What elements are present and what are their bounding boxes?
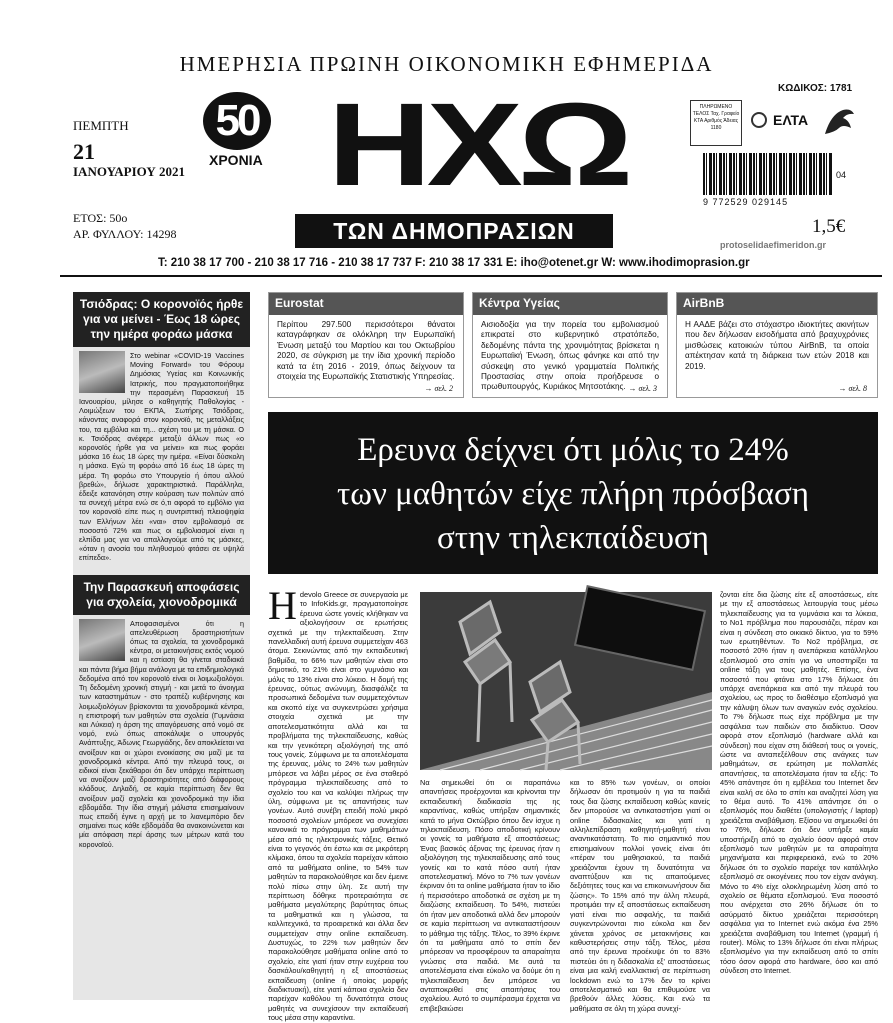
teaser-page: → σελ. 3: [628, 384, 657, 393]
date-block: [73, 118, 185, 180]
tsiodras-photo: [79, 351, 125, 393]
newspaper-title: ΗΧΩ: [327, 79, 629, 211]
teaser-label: AirBnB: [677, 293, 877, 315]
article-col1-text: devolo Greece σε συνεργασία με το InfoKids.gr, πραγματοποίησε έρευνα ώστε γονείς κλήθηκαν να αξιολογήσουν σε ερωτήσεις σχετικά με την τηλεκπαίδευση. Στην πανελλαδική αυτή έρευνα συμμετείχαν 463 άτομα. Σεκινώντας από την εκπαιδευτική βαθμίδα, το 66% των μαθητών είναι στο δημοτικό, το 21% είναι στο γυμνάσιο και μόλις το 13% είναι στο λύκειο. Η δομή της έρευνας, ούτως ανώνυμη, διασφάλιζε τα προσωπικά δεδομένα των συμμετεχόντων και σκοπό είχε να συγκεντρώσει χρήσιμα στοιχεία σχετικά με την αποτελεσματικότητα αλλά και τα προβλήματα της τηλεκπαίδευσης, καθώς και την γενικότερη αξιολόγησή της από τους γονείς. Σύμφωνα με τα αποτελέσματα της έρευνας, μόλις το 24% των μαθητών μπόρεσε να λάβει μέρος σε ένα σταθερό πρόγραμμα τηλεκπαίδευσης από το σχολείο του και να καλύψει πλήρως την ύλη, σύμφωνα με τις απαντήσεις των γονέων. Αυτό συνέβη επειδή πολύ μικρό ποσοστό σχολείων μπόρεσε να συνεχίσει κανονικά το πρόγραμμα των μαθημάτων μέσα από τις ηλεκτρονικές τάξεις. Θετικό είναι το γεγονός ότι έστω και σε μικρότερη κλίμακα, όπου τα σχολεία παρείχαν κάποιο από τα μαθήματα online, το 54% των μαθητών τα παρακολούθησε και δεν έμεινε πολύ πίσω στην ύλη. Σε αυτή την περίπτωση δόθηκε προτεραιότητα σε μαθήματα μεγαλύτερης βαρύτητας όπως τα μαθηματικά και η γλώσσα, τα καλλιτεχνικά, τα προαιρετικά και άλλα δεν συμμετείχαν στην online εκπαίδευση. Δυστυχώς, το 22% των μαθητών δεν παρακολούθησε μαθήματα online από το σχολείο, είτε γιατί ήταν στην ευχέρεια του δασκάλου/καθηγητή η εξ αποστάσεως εκπαίδευση (online ή οποίας μορφής διαδικτυακή), είτε γιατί κάποια σχολεία δεν παρείχαν καθόλου τη δυνατότητα στους μαθητές να συνεχίσουν την εκπαίδευσή τους μέσα στην καραντίνα.: [268, 590, 408, 1023]
barcode-issue: 04: [836, 170, 847, 180]
article-photo: [420, 592, 712, 770]
month-year: ΙΑΝΟΥΑΡΙΟΥ 2021: [73, 164, 186, 179]
elta-wordmark: ΕΛΤΑ: [773, 112, 809, 128]
elta-mark-icon: [751, 112, 767, 128]
teaser-body: Η ΑΑΔΕ βάζει στο στόχαστρο ιδιοκτήτες ακινήτων που δεν δήλωσαν εισοδήματα από βραχυχρόνιες μισθώσεις κατοικιών τύπου AirBnB, τα οποία απέκτησαν κατά τη διάρκεια των ετών 2018 και 2019.: [685, 320, 869, 371]
main-headline: [268, 412, 878, 574]
teaser-page: → σελ. 8: [838, 384, 867, 393]
sidebar-story2: [73, 615, 250, 853]
teaser-page: → σελ. 2: [424, 384, 453, 393]
dropcap: Η: [268, 583, 297, 628]
article-col4-text: ζονται είτε δια ζώσης είτε εξ αποστάσεως, είτε με την εξ αποστάσεως λειτουργία τους μέσω τηλεκπαίδευσης για τα γυμνάσια και τα λύκεια, το No1 πρόβλημα που παρουσιάζει, πέραν και είναι η σύνδεση στο οικιακό δίκτυο, για το 59% των ερωτηθέντων. Το No2 πρόβλημα, σε ποσοστό 20% ήταν η ανεπάρκεια κατάλληλου εξοπλισμού στο σπίτι για να υποστηρίξει τα online τάξη για τους μαθητές. Επίσης, ένα ποσοστό που φτάνει στο 17% δήλωσε ότι υπάρχε ανεπάρκεια και από την πλευρά του σχολείου, ως προς το διαθέσιμο εξοπλισμό για την κάλυψη όλων των αναγκών ενός σχολείου. Το 7% δήλωσε πως είχε πρόβλημα με την ασφάλεια των παιδιών στο διαδίκτυο. Όσον αφορά στον εξοπλισμό (hardware αλλά και σύνδεση) που είχαν στη διάθεσή τους οι γονείς, ώστε να ανταπεξέλθουν στις ανάγκες των μαθημάτων, σε ερώτηση με πολλαπλές απαντήσεις, τα αποτελέσματα ήταν τα εξής: Το 45% απάντησε ότι η εμβέλεια του Internet δεν είναι καλή σε όλο το σπίτι και αναζητεί λύση για το θέμα αυτό. Το 41% απάντησε ότι ο εξοπλισμός που διαθέτει (υπολογιστής / laptop) χρειάζεται αναβάθμιση. Εξίσου να σημειωθεί ότι το 76%, δήλωσε ότι δεν υπήρξε καμία υποστήριξη από το σχολείο όσον αφορά στον εξοπλισμό των μαθητών με τα απαραίτητα μηχανήματα και περιφερειακά, ενώ το 20% δήλωσε ότι το σχολείο παρείχε τον κατάλληλο εξοπλισμό σε οικογένειες που τον είχαν ανάγκη. Μόνο το 4% είχε ολοκληρωμένη λύση από το σχολείο σε θέματα εξοπλισμού. Ένα ποσοστό που ανέρχεται στο 26% δήλωσε ότι το ασύρματό δίκτυο χρειάζεται περισσότερη ασφάλεια για το Internet ενώ ακόμα ένα 25% χρειάζεται αναβάθμιση του Internet (γραμμή ή router). Μόλις το 13% δήλωσε ότι είναι πλήρως εξοπλισμένο για την εκπαίδευση από το σπίτι τόσο όσον αφορά στο hardware, όσο και από σύνδεση στο Internet.: [720, 590, 878, 976]
sidebar: [73, 292, 250, 1000]
headline-line-2: των μαθητών είχε πλήρη πρόσβαση: [337, 476, 809, 512]
headline-line-3: στην τηλεκπαίδευση: [436, 520, 710, 556]
code-label: ΚΩΔΙΚΟΣ: 1781: [778, 83, 853, 94]
article-column-4: [720, 590, 878, 1008]
sidebar-story1-body: Στο webinar «COVID-19 Vaccines Moving Forward» του Φόρουμ Δημόσιας Υγείας και Κοινωνικής Ιατρικής, που πραγματοποιήθηκε την περασμένη Παρασκευή 15 Ιανουαρίου, μίλησε ο καθηγητής Παθολογίας - Λοιμώξεων του ΕΚΠΑ, Σωτήρης Τσιόδρας, κάνοντας αναφορά στον κορονοϊό, τις μεταλλάξεις του, τα εμβόλια και τη... σχέση του με τη μάσκα. Ο κ. Τσιόδρας ανέφερε μεταξύ άλλων πως «ο κορονοϊός ήρθε για να μείνει» και πως φοράει μάσκα 16 έως 18 ώρες την ημέρα. «Είναι δύσκολη η μάσκα. Εγώ τη φοράω από 16 έως 18 ώρες τη μέρα. Τη φοράω στο Υπουργείο ή όπου αλλού βρεθώ», δήλωσε χαρακτηριστικά. Παράλληλα, έδειξε κατανόηση στην κούραση των πολιτών από τα συνεχή μέτρα ενώ σε ό,τι αφορά το εμβόλιο για τον κορονοϊό είπε πως η συντριπτική πλειοψηφία των Ελλήνων λέει «ναι» στον εμβολιασμό σε ποσοστό 72% και πως οι εμβολιασμοί είναι η ελπίδα μας για να απαλλαγούμε από τις μάσκες, «όταν η ανοσία του πληθυσμού φτάσει σε υψηλά επίπεδα».: [79, 351, 244, 563]
anniversary-badge: [203, 92, 283, 172]
year-label: ΕΤΟΣ: 50ο: [73, 211, 128, 225]
article-column-1: [268, 583, 408, 1023]
day-number: 21: [73, 139, 95, 164]
anniversary-label: ΧΡΟΝΙΑ: [209, 152, 263, 168]
header-rule: [60, 275, 882, 277]
day-name: ΠΕΜΠΤΗ: [73, 118, 129, 133]
elta-logo: [751, 104, 861, 142]
teaser-airbnb[interactable]: [676, 292, 878, 398]
barcode-number: 9 772529 029145: [703, 197, 789, 207]
teaser-label: Κέντρα Υγείας: [473, 293, 667, 315]
teaser-body: Περίπου 297.500 περισσότεροι θάνατοι καταγράφηκαν σε ολόκληρη την Ευρωπαϊκή Ένωση μεταξύ του Μαρτίου και του Οκτωβρίου 2020, σε σύγκριση με την ίδια χρονική περίοδο κατά τα έτη 2016 - 2019, όπως δείχνουν τα στοιχεία της Ευρωπαϊκής Στατιστικής Υπηρεσίας.: [277, 320, 455, 382]
hermes-icon: [821, 104, 857, 138]
issue-meta: [73, 210, 176, 242]
tagline: ΗΜΕΡΗΣΙΑ ΠΡΩΙΝΗ ΟΙΚΟΝΟΜΙΚΗ ΕΦΗΜΕΡΙΔΑ: [179, 52, 714, 76]
newspaper-subtitle: ΤΩΝ ΔΗΜΟΠΡΑΣΙΩΝ: [295, 214, 613, 248]
watermark: protoselidaefimeridon.gr: [720, 240, 827, 250]
barcode: [703, 153, 833, 195]
headline-line-1: Ερευνα δείχνει ότι μόλις το 24%: [357, 432, 789, 468]
article-col3-text: και το 85% των γονέων, οι οποίοι δήλωσαν ότι προτιμούν η για τα παιδιά τους δια ζώσης εκπαίδευση καθώς κανείς δεν μπορούσε να αντικαταστήσει γιατί οι online διδασκαλίες και γιατί η αλληλεπίδραση καθηγητή-μαθητή είναι αναντικατάστατη. Το πιο σημαντικό που επισημαίνουν πολλοί γονείς είναι ότι «πέραν του μαθησιακού, τα παιδιά χρειάζονται έχουν τη δυνατότητα να αναπτύξουν και τις απαιτούμενες δεξιότητες τους και να επικοινωνήσουν δια ζώσης». Το 15% από την άλλη πλευρά, προτιμάει την εξ αποστάσεως εκπαίδευση γιατί είναι πιο ασφαλής, τα παιδιά συγκεντρώνονται πιο εύκολα και δεν χάνεται χρόνος σε μετακινήσεις και καθυστερήσεις στην τάξη. Τέλος, μέσα από την έρευνα προέκυψε ότι το 83% πιστεύει ότι η διδασκαλία εξ' αποστάσεως είναι μια καλή εναλλακτική σε περίπτωση lockdown ενώ το 17% δεν το κρίνει αποτελεσματικό και θα επιθυμούσε να βρεθούν άλλες λύσεις. Και ενώ τα μαθήματα σε όλη τη χώρα συνεχί-: [570, 778, 710, 1013]
sidebar-story2-body: Αποφασισμένοι ότι η απελευθέρωση δραστηριοτήτων όπως τα σχολεία, τα χιονοδρομικά κέντρα, οι μετακινήσεις εκτός νομού και η εστίαση θα γίνεται σταδιακά και πάντα βήμα βήμα ανάλογα με τα επιδημιολογικά δεδομένα από τον κορονοϊό είναι οι λοιμωξιολόγοι. Τη δεδομένη χρονική στιγμή - και μετά το άνοιγμα των καταστημάτων - στο τραπέζι κυβέρνησης και λοιμωξιολόγων βρίσκονται τα χιονοδρομικά κέντρα, η επιστροφή των μαθητών στα σχολεία (Γυμνάσια και Λύκεια) η άρση της απαγόρευσης από νομό σε νομό, ενώ όπως αποκάλυψε ο υπουργός Ανάπτυξης, Άδωνις Γεωργιάδης, δεν αποκλείεται να ανοίξουν και οι χώροι ενοικίασης σκι μαζί με τα χιονοδρομικά κέντρα. Από την πλευρά τους, οι ειδικοί είναι ξεκάθαροι ότι δεν υπάρχει περίπτωση να ανοίξουν μαζί δραστηριότητες από διάφορους κλάδους. Δηλαδή, σε καμία περίπτωση δεν θα ανοίξουν μαζί σχολεία και χιονοδρομικά την ίδια εβδομάδα. Την ίδια στιγμή μάλιστα επισημαίνουν πως επειδή έγινε η αρχή με το λιανεμπόριο δεν σημαίνει πως κάθε εβδομάδα θα ανακοινώνεται και μία απόφαση περί άρσης των μέτρων κατά του κορονοϊού.: [79, 618, 244, 849]
teaser-eurostat[interactable]: [268, 292, 464, 398]
contact-line: T: 210 38 17 700 - 210 38 17 716 - 210 38 17 737 F: 210 38 17 331 E: iho@otenet.gr W: www.ihodimoprasion.gr: [158, 257, 750, 269]
classroom-chairs-image: [420, 592, 712, 770]
teaser-body: Αισιοδοξία για την πορεία του εμβολιασμού επικρατεί στο κυβερνητικό στρατόπεδο, δεδομένης πάντα της χρονιμότητας βρίσκεται η Ευρωπαϊκή Ένωση, όπως φάνηκε και από την σύσκεψη στο γενικό γραμματεία Πολιτικής Προστασίας στην οποία προήδρευσε ο πρωθυπουργός, Κυριάκος Μητσοτάκης.: [481, 320, 659, 392]
article-col2-text: Να σημειωθεί ότι οι παραπάνω απαντήσεις προέρχονται και κρίνονται την εκπαιδευτική διαδικασία της ης καραντίνας, καθώς υπήρξαν σημαντικές κατά το μήνα Οκτώβριο όπου δεν ίσχυε η τηλεκπαίδευση. Πόσο αποδοτική κρίνουν οι γονείς τα μαθήματα εξ αποστάσεως; Ένας βασικός άξονας της έρευνας ήταν η αξιολόγηση της τηλεκπαίδευσης από τους γονείς και το κατά πόσο αυτή ήταν αποτελεσματική. Μόνο το 7% των γονέων έκριναν ότι τα online μαθήματα ήταν το ίδιο ή περισσότερο αποδοτικά σε σχέση με τη διαζώσης εκπαίδευση. Το 54%, πιστεύει ότι ήταν μεν αποδοτικά αλλά δεν μπορούν σε καμία περίπτωση να αντικαταστήσουν το μάθημα της τάξης. Τέλος, το 39% έκρινε ότι τα μαθήματα από το σπίτι δεν μπόρεσαν να προσφέρουν τα απαραίτητα γνώσεις στα παιδιά. Με αυτά τα αποτελέσματα είναι εύκολο να δούμε ότι η τηλεκπαίδευση δεν μπόρεσε να ανταποκριθεί στις απαιτήσεις του σχολείου. Αυτό το συμπέρασμα έρχεται να επιβεβαιώσει: [420, 778, 560, 1013]
anniversary-number: 50: [203, 92, 271, 150]
article-column-2: [420, 778, 560, 1013]
sidebar-story1-title: Τσιόδρας: Ο κορονοϊός ήρθε για να μείνει - Έως 18 ώρες την ημέρα φοράω μάσκα: [73, 292, 250, 347]
sidebar-story1: [73, 347, 250, 567]
article-column-3: [570, 778, 710, 1013]
teaser-health-centers[interactable]: [472, 292, 668, 398]
price: 1,5€: [812, 216, 846, 237]
teaser-label: Eurostat: [269, 293, 463, 315]
postage-stamp: ΠΛΗΡΩΜΕΝΟ ΤΕΛΟΣ Ταχ. Γραφείο ΚΤΑ Αριθμός Άδειας 1180: [690, 100, 742, 146]
issue-label: ΑΡ. ΦΥΛΛΟΥ: 14298: [73, 227, 177, 241]
sidebar-story2-title: Την Παρασκευή αποφάσεις για σχολεία, χιονοδρομικά: [73, 575, 250, 615]
school-photo: [79, 619, 125, 661]
